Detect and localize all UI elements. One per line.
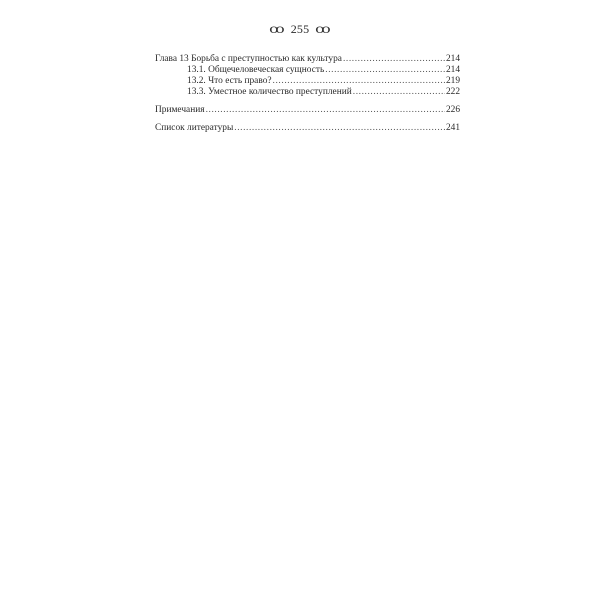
toc-leader-dots <box>353 87 445 98</box>
toc-entry-page: 214 <box>445 65 460 75</box>
toc-entry-title: Примечания <box>155 105 205 115</box>
toc-entry-page: 214 <box>445 54 460 64</box>
toc-entry-title: Глава 13 Борьба с преступностью как культура <box>155 54 342 64</box>
toc-spacer <box>155 116 460 123</box>
toc-entry-title: 13.1. Общечеловеческая сущность <box>187 65 325 75</box>
table-of-contents <box>155 54 460 134</box>
toc-entry-page: 226 <box>445 105 460 115</box>
toc-entry-bibliography[interactable] <box>155 123 460 134</box>
toc-entry-chapter-13[interactable] <box>155 54 460 65</box>
toc-leader-dots <box>234 123 445 134</box>
toc-entry-title: 13.2. Что есть право? <box>187 76 272 86</box>
toc-leader-dots <box>325 65 445 76</box>
toc-entry-title: 13.3. Уместное количество преступлений <box>187 87 352 97</box>
toc-entry-13-3[interactable] <box>155 87 460 98</box>
toc-leader-dots <box>343 54 445 65</box>
toc-entry-title: Список литературы <box>155 123 234 133</box>
ornament-left-icon: ꝏ <box>269 22 286 36</box>
toc-entry-notes[interactable] <box>155 105 460 116</box>
toc-leader-dots <box>273 76 445 87</box>
toc-entry-13-2[interactable] <box>155 76 460 87</box>
toc-entry-page: 219 <box>445 76 460 86</box>
toc-entry-page: 241 <box>445 123 460 133</box>
page-number: 255 <box>290 22 310 36</box>
toc-spacer <box>155 98 460 105</box>
ornament-right-icon: ꝏ <box>314 22 331 36</box>
toc-leader-dots <box>206 105 445 116</box>
page-header <box>0 22 600 37</box>
toc-entry-page: 222 <box>445 87 460 97</box>
toc-entry-13-1[interactable] <box>155 65 460 76</box>
